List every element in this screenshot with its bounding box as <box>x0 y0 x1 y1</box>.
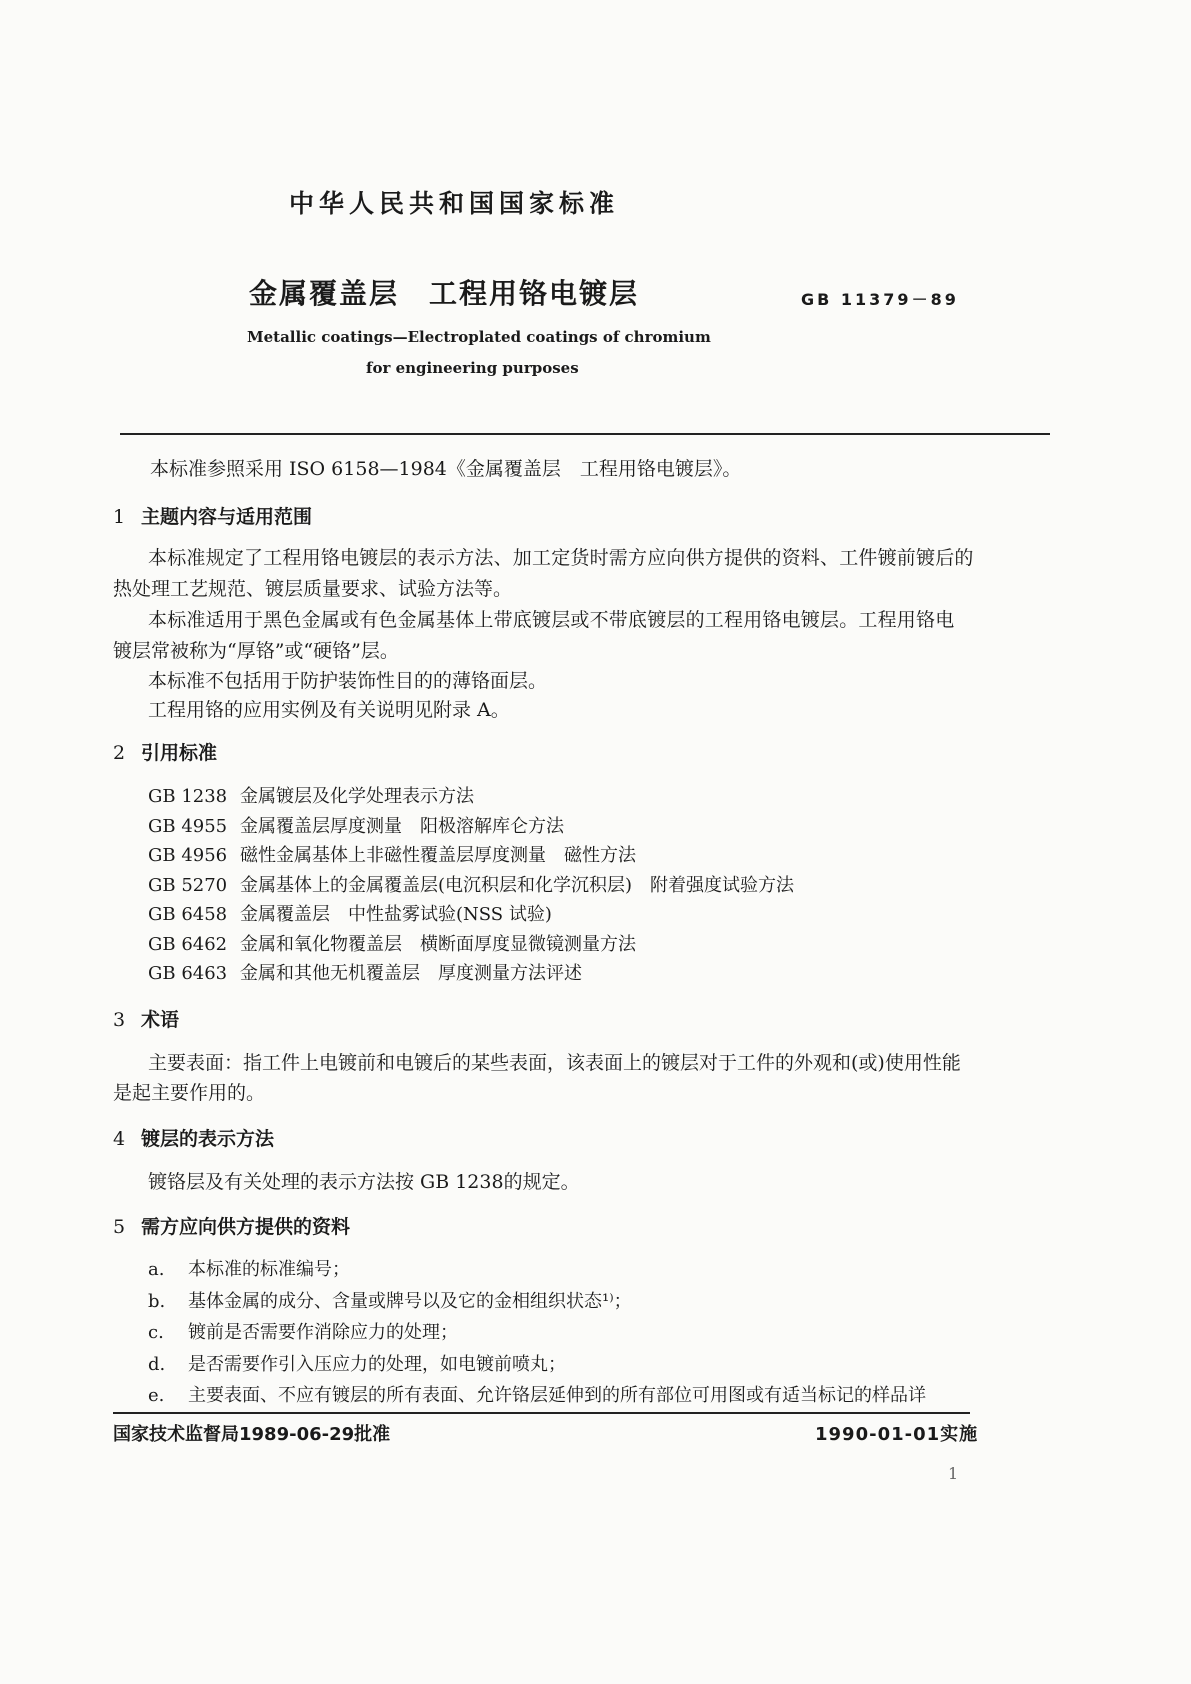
requirements-list <box>148 1255 926 1413</box>
list-item-text: 镀前是否需要作消除应力的处理； <box>188 1322 458 1343</box>
reference-code: GB 1238 <box>148 786 228 807</box>
section-3-para-1a: 主要表面：指工件上电镀前和电镀后的某些表面，该表面上的镀层对于工件的外观和(或)使用性能 <box>148 1052 961 1074</box>
section-4-title: 镀层的表示方法 <box>141 1128 275 1150</box>
reference-row <box>148 959 794 989</box>
section-1-para-1b: 热处理工艺规范、镀层质量要求、试验方法等。 <box>113 578 513 600</box>
reference-row <box>148 900 794 930</box>
list-item-text: 主要表面、不应有镀层的所有表面、允许铬层延伸到的所有部位可用图或有适当标记的样品详 <box>188 1385 926 1406</box>
list-item <box>148 1287 926 1319</box>
reference-row <box>148 812 794 842</box>
list-item-mark: b. <box>148 1290 166 1312</box>
page-number: 1 <box>948 1464 959 1483</box>
document-title-cn: 金属覆盖层 工程用铬电镀层 <box>249 277 640 310</box>
reference-title: 金属覆盖层厚度测量 阳极溶解库仑方法 <box>240 815 564 837</box>
list-item <box>148 1350 926 1382</box>
reference-code: GB 6463 <box>148 963 228 984</box>
list-item-text: 是否需要作引入压应力的处理，如电镀前喷丸； <box>188 1353 566 1375</box>
reference-title: 金属和其他无机覆盖层 厚度测量方法评述 <box>240 963 582 984</box>
section-5-number: 5 <box>113 1216 126 1238</box>
list-item-mark: d. <box>148 1353 166 1375</box>
list-item <box>148 1381 926 1413</box>
list-item <box>148 1255 926 1287</box>
header-divider <box>120 433 1050 435</box>
section-4-number: 4 <box>113 1128 126 1150</box>
reference-code: GB 5270 <box>148 874 228 896</box>
section-1-title: 主题内容与适用范围 <box>141 506 313 528</box>
section-4-para-1: 镀铬层及有关处理的表示方法按 GB 1238的规定。 <box>148 1171 580 1193</box>
reference-row <box>148 930 794 960</box>
reference-title: 金属覆盖层 中性盐雾试验(NSS 试验) <box>240 904 552 925</box>
intro-paragraph: 本标准参照采用 ISO 6158—1984《金属覆盖层 工程用铬电镀层》。 <box>150 458 742 480</box>
list-item-text: 本标准的标准编号； <box>188 1259 350 1280</box>
reference-title: 金属镀层及化学处理表示方法 <box>240 786 474 807</box>
footer-divider <box>113 1412 970 1414</box>
standard-code: GB 11379－89 <box>801 290 959 309</box>
document-title-en-line1: Metallic coatings—Electroplated coatings of chromium <box>247 328 711 346</box>
reference-row <box>148 841 794 871</box>
reference-code: GB 4956 <box>148 845 228 866</box>
section-5-heading <box>113 1212 350 1242</box>
section-1-heading <box>113 502 312 532</box>
section-2-number: 2 <box>113 742 126 764</box>
list-item-mark: a. <box>148 1259 165 1280</box>
section-3-heading <box>113 1005 179 1035</box>
section-1-para-3: 本标准不包括用于防护装饰性目的的薄铬面层。 <box>148 670 548 692</box>
section-2-title: 引用标准 <box>141 742 218 764</box>
section-3-title: 术语 <box>141 1009 180 1031</box>
reference-title: 金属和氧化物覆盖层 横断面厚度显微镜测量方法 <box>240 933 636 955</box>
reference-code: GB 6462 <box>148 933 228 955</box>
section-3-number: 3 <box>113 1009 126 1031</box>
document-title-en-line2: for engineering purposes <box>366 359 579 377</box>
list-item-text: 基体金属的成分、含量或牌号以及它的金相组织状态¹⁾； <box>188 1290 632 1312</box>
list-item-mark: e. <box>148 1385 165 1406</box>
reference-code: GB 6458 <box>148 904 228 925</box>
reference-code: GB 4955 <box>148 815 228 837</box>
list-item <box>148 1318 926 1350</box>
section-1-para-2b: 镀层常被称为“厚铬”或“硬铬”层。 <box>113 640 399 662</box>
reference-row <box>148 782 794 812</box>
section-1-para-4: 工程用铬的应用实例及有关说明见附录 A。 <box>148 699 510 721</box>
section-1-para-2a: 本标准适用于黑色金属或有色金属基体上带底镀层或不带底镀层的工程用铬电镀层。工程用铬电 <box>148 609 955 631</box>
section-4-heading <box>113 1124 274 1154</box>
section-1-para-1a: 本标准规定了工程用铬电镀层的表示方法、加工定货时需方应向供方提供的资料、工件镀前镀后的 <box>148 547 974 569</box>
reference-row <box>148 871 794 901</box>
list-item-mark: c. <box>148 1322 164 1343</box>
effective-date: 1990-01-01实施 <box>815 1424 979 1445</box>
section-1-number: 1 <box>113 506 126 528</box>
reference-list <box>148 782 794 989</box>
section-2-heading <box>113 738 217 768</box>
reference-title: 磁性金属基体上非磁性覆盖层厚度测量 磁性方法 <box>240 845 636 866</box>
approval-statement: 国家技术监督局1989-06-29批准 <box>113 1424 391 1445</box>
section-5-title: 需方应向供方提供的资料 <box>141 1216 351 1238</box>
issuing-body: 中华人民共和国国家标准 <box>289 189 620 218</box>
section-3-para-1b: 是起主要作用的。 <box>113 1082 266 1104</box>
reference-title: 金属基体上的金属覆盖层(电沉积层和化学沉积层) 附着强度试验方法 <box>240 874 795 896</box>
